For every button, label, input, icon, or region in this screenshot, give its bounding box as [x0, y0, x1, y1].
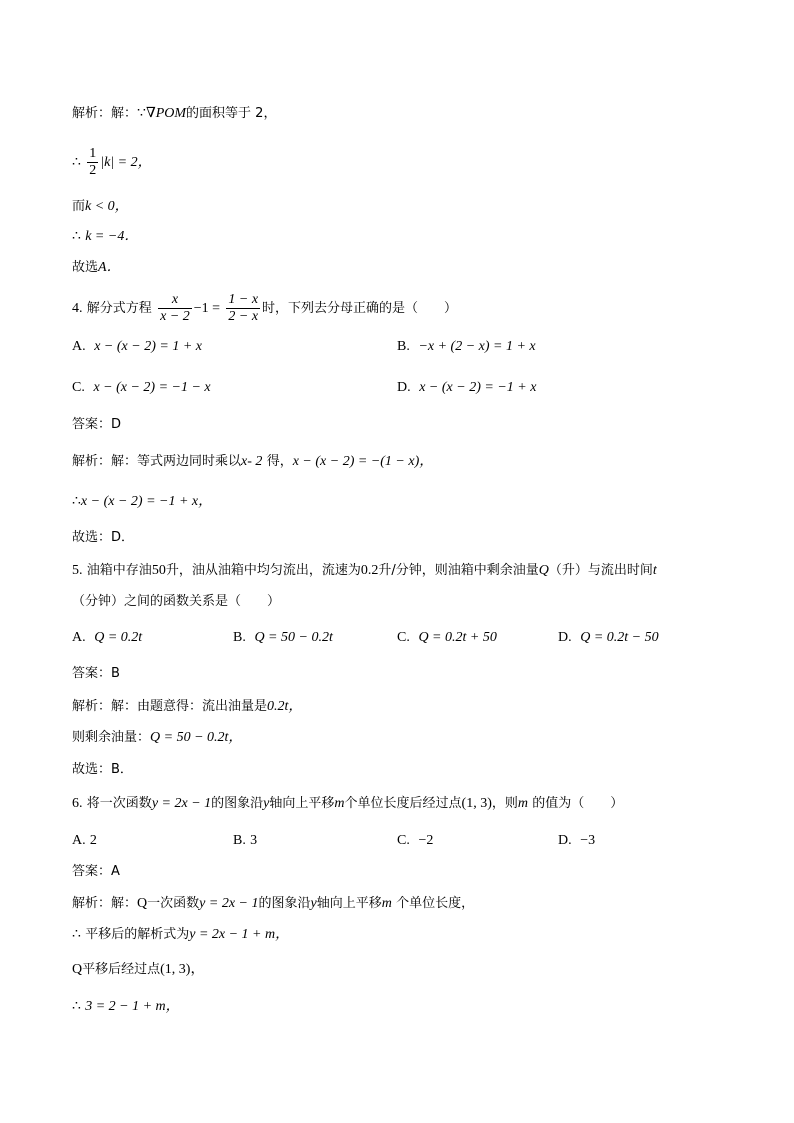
analysis-text: 平移后经过点 — [82, 962, 161, 977]
q6-analysis-1 — [72, 893, 474, 914]
analysis-expression: 3 = 2 − 1 + m， — [85, 999, 180, 1014]
q6-analysis-2 — [72, 924, 289, 945]
choice-text: 故选：D． — [72, 530, 135, 545]
variable-m: m — [517, 796, 528, 811]
variable-m: m — [334, 796, 345, 811]
therefore-symbol: ∴ — [72, 494, 81, 509]
multiplier-expression: x- 2 — [241, 454, 263, 469]
option-expression: x − (x − 2) = −1 − x — [93, 380, 211, 395]
answer-text: 答案：B — [72, 666, 120, 681]
therefore-symbol: ∴ — [72, 155, 81, 170]
variable-q: Q — [538, 563, 549, 578]
fraction-numerator: 1 − x — [228, 292, 259, 307]
analysis-text: 的图象沿 — [258, 896, 311, 911]
stem-text: 的值为（ ） — [532, 796, 624, 811]
choice-prefix: 故选 — [72, 260, 99, 275]
q5-option-a — [72, 627, 142, 648]
analysis-label: 解析：解： — [72, 896, 138, 911]
stem-text: 升，油从油箱中均匀流出，流速为 — [165, 563, 361, 578]
choice-letter: A． — [98, 260, 121, 275]
question-6-stem — [72, 793, 623, 814]
fraction-denominator: 2 — [89, 163, 97, 178]
point-coordinates: (1, 3)， — [160, 962, 205, 977]
variable-y: y — [310, 896, 317, 911]
option-label: D. — [397, 380, 411, 395]
option-label: B. — [397, 339, 410, 354]
option-label: C. — [72, 380, 85, 395]
analysis-label: 解析：解： — [72, 106, 138, 121]
analysis-text: 轴向上平移 — [316, 896, 382, 911]
analysis-text: 得， — [266, 454, 293, 469]
q4-option-b — [397, 336, 536, 357]
option-label: B. — [233, 630, 246, 645]
stem-text: 油箱中存油 — [86, 563, 152, 578]
q4-option-c — [72, 377, 211, 398]
because-glyph: Q — [137, 896, 148, 911]
analysis-text: 平移后的解析式为 — [85, 927, 190, 942]
fraction-numerator: 1 — [89, 146, 97, 161]
stem-text: 将一次函数 — [86, 796, 152, 811]
option-label: C. — [397, 833, 410, 848]
q4-analysis-2 — [72, 491, 212, 512]
analysis-expression: x − (x − 2) = −(1 − x)， — [292, 454, 434, 469]
analysis-expression: x − (x − 2) = −1 + x， — [80, 494, 213, 509]
therefore-symbol: ∴ — [72, 927, 81, 942]
q5-analysis-2 — [72, 727, 242, 748]
option-label: D. — [558, 833, 572, 848]
q6-answer — [72, 861, 120, 882]
q4-analysis-1 — [72, 451, 433, 472]
option-expression: −3 — [580, 833, 596, 848]
option-label: A. — [72, 833, 86, 848]
q5-option-b — [233, 627, 333, 648]
area-statement: 的面积等于 2， — [186, 106, 277, 121]
stem-text: 轴向上平移 — [269, 796, 335, 811]
stem-text: 时，下列去分母正确的是（ ） — [262, 301, 458, 316]
analysis-text: 解析：解：由题意得：流出油量是 — [72, 699, 268, 714]
fraction-x-over-x-minus-2 — [158, 292, 192, 325]
stem-text: 的图象沿 — [211, 796, 264, 811]
stem-number: 50 — [151, 563, 166, 578]
q6-analysis-4 — [72, 996, 180, 1017]
option-label: B. — [233, 833, 246, 848]
analysis-text: 则剩余油量： — [72, 730, 151, 745]
stem-text: ，则 — [491, 796, 518, 811]
option-label: D. — [558, 630, 572, 645]
option-expression: Q = 0.2t − 50 — [580, 630, 659, 645]
q5-analysis-1 — [72, 696, 302, 717]
stem-text: 升/分钟，则油箱中剩余油量 — [378, 563, 539, 578]
choice-text: 故选：B． — [72, 762, 133, 777]
fraction-denominator: 2 − x — [228, 309, 259, 324]
variable-m: m — [381, 896, 392, 911]
q6-option-b — [233, 830, 257, 851]
q6-option-d — [558, 830, 595, 851]
therefore-symbol: ∴ — [72, 229, 81, 244]
fraction-1-minus-x-over-2-minus-x — [226, 292, 260, 325]
option-expression: −2 — [418, 833, 434, 848]
solution-k-line-4 — [72, 226, 138, 247]
option-expression: Q = 0.2t + 50 — [418, 630, 497, 645]
function-expression: y = 2x − 1 — [151, 796, 212, 811]
question-4-stem — [72, 292, 457, 325]
stem-text: 个单位长度后经过点 — [344, 796, 462, 811]
solution-k-line-5 — [72, 257, 121, 278]
solution-k-line-2 — [72, 146, 152, 179]
fraction-one-half — [87, 146, 98, 179]
q4-option-a — [72, 336, 202, 357]
q5-choice — [72, 759, 133, 780]
analysis-expression: y = 2x − 1 + m， — [189, 927, 290, 942]
q4-choice — [72, 527, 134, 548]
q4-option-d — [397, 377, 536, 398]
stem-number: 0.2 — [360, 563, 379, 578]
k-negative-condition: k < 0， — [85, 199, 129, 214]
option-label: C. — [397, 630, 410, 645]
q4-answer — [72, 414, 121, 435]
analysis-text: 解析：解：等式两边同时乘以 — [72, 454, 242, 469]
option-expression: −x + (2 − x) = 1 + x — [418, 339, 536, 354]
q6-analysis-3 — [72, 959, 204, 980]
option-expression: x − (x − 2) = −1 + x — [419, 380, 537, 395]
minus-one-equals: −1 = — [193, 301, 221, 316]
q5-option-d — [558, 627, 659, 648]
option-expression: 3 — [250, 833, 258, 848]
analysis-text: 个单位长度， — [396, 896, 475, 911]
solution-k-line-1 — [72, 103, 276, 124]
stem-text: 解分式方程 — [86, 301, 152, 316]
abs-k-equation: |k| = 2， — [100, 155, 152, 170]
stem-text: （升）与流出时间 — [548, 563, 653, 578]
fraction-numerator: x — [158, 292, 192, 309]
therefore-symbol: ∴ — [72, 999, 81, 1014]
option-expression: 2 — [89, 833, 97, 848]
point-coordinates: (1, 3) — [461, 796, 492, 811]
variable-y: y — [263, 796, 270, 811]
q6-option-a — [72, 830, 97, 851]
because-glyph: Q — [72, 962, 83, 977]
triangle-expression: ∇POM — [145, 106, 187, 121]
answer-text: 答案：A — [72, 864, 120, 879]
analysis-text: 一次函数 — [147, 896, 200, 911]
question-number: 4. — [72, 301, 83, 316]
conjunction-text: 而 — [72, 199, 86, 214]
question-number: 5. — [72, 563, 83, 578]
option-expression: x − (x − 2) = 1 + x — [94, 339, 202, 354]
question-number: 6. — [72, 796, 83, 811]
question-5-stem-1 — [72, 560, 657, 581]
k-value-equation: k = −4． — [85, 229, 139, 244]
analysis-expression: 0.2t， — [267, 699, 303, 714]
option-label: A. — [72, 339, 86, 354]
stem-text: （分钟）之间的函数关系是（ ） — [72, 594, 281, 609]
because-symbol: ∵ — [137, 106, 146, 121]
q5-option-c — [397, 627, 497, 648]
function-expression: y = 2x − 1 — [199, 896, 259, 911]
option-expression: Q = 50 − 0.2t — [254, 630, 333, 645]
variable-t: t — [652, 563, 657, 578]
solution-k-line-3 — [72, 196, 129, 217]
analysis-expression: Q = 50 − 0.2t， — [150, 730, 243, 745]
question-5-stem-2 — [72, 591, 280, 612]
option-label: A. — [72, 630, 86, 645]
fraction-denominator: x − 2 — [160, 309, 190, 324]
option-expression: Q = 0.2t — [94, 630, 143, 645]
answer-text: 答案：D — [72, 417, 122, 432]
q6-option-c — [397, 830, 433, 851]
q5-answer — [72, 663, 120, 684]
